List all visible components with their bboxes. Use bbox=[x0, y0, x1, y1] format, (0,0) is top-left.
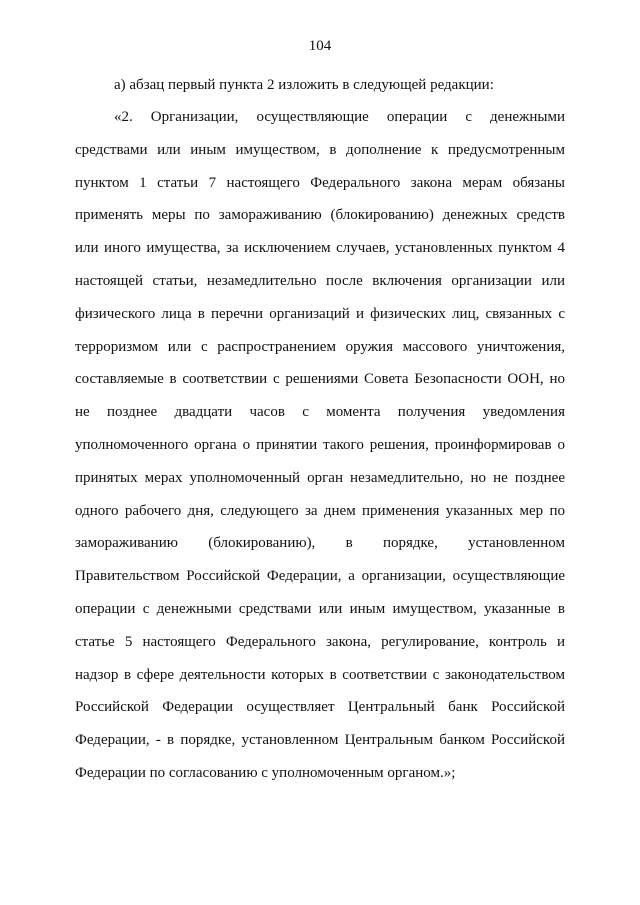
paragraph-line: операции с денежными средствами или иным имуществом, указанные в bbox=[75, 600, 565, 617]
paragraph-line: не позднее двадцати часов с момента получения уведомления bbox=[75, 404, 565, 421]
page-number: 104 bbox=[308, 38, 332, 54]
paragraph-line: составляемые в соответствии с решениями Совета Безопасности ООН, но bbox=[75, 371, 565, 388]
paragraph-line: терроризмом или с распространением оружия массового уничтожения, bbox=[75, 338, 565, 355]
paragraph-line: Федерации по согласованию с уполномоченным органом.»; bbox=[75, 764, 456, 781]
paragraph-line: средствами или иным имуществом, в дополнение к предусмотренным bbox=[75, 141, 565, 158]
paragraph-line: применять меры по замораживанию (блокированию) денежных средств bbox=[75, 207, 565, 224]
paragraph-line: или иного имущества, за исключением случаев, установленных пунктом 4 bbox=[75, 240, 565, 257]
paragraph-line: уполномоченного органа о принятии такого решения, проинформировав о bbox=[75, 436, 565, 453]
paragraph-line: настоящей статьи, незамедлительно после включения организации или bbox=[75, 272, 565, 289]
paragraph-line: пунктом 1 статьи 7 настоящего Федерального закона мерам обязаны bbox=[75, 174, 565, 191]
paragraph-line: физического лица в перечни организаций и физических лиц, связанных с bbox=[75, 305, 565, 322]
amendment-paragraph bbox=[75, 107, 565, 796]
amendment-intro: а) абзац первый пункта 2 изложить в следующей редакции: bbox=[114, 77, 494, 93]
paragraph-line: одного рабочего дня, следующего за днем применения указанных мер по bbox=[75, 502, 565, 519]
paragraph-line: статье 5 настоящего Федерального закона, регулирование, контроль и bbox=[75, 633, 565, 650]
paragraph-line: Российской Федерации осуществляет Центральный банк Российской bbox=[75, 699, 565, 716]
paragraph-line: «2. Организации, осуществляющие операции с денежными bbox=[114, 109, 565, 125]
paragraph-line: замораживанию (блокированию), в порядке, установленном bbox=[75, 535, 565, 552]
paragraph-line: Правительством Российской Федерации, а организации, осуществляющие bbox=[75, 568, 565, 585]
paragraph-line: Федерации, - в порядке, установленном Центральным банком Российской bbox=[75, 732, 565, 749]
paragraph-line: надзор в сфере деятельности которых в соответствии с законодательством bbox=[75, 666, 565, 683]
paragraph-line: принятых мерах уполномоченный орган незамедлительно, но не позднее bbox=[75, 469, 565, 486]
